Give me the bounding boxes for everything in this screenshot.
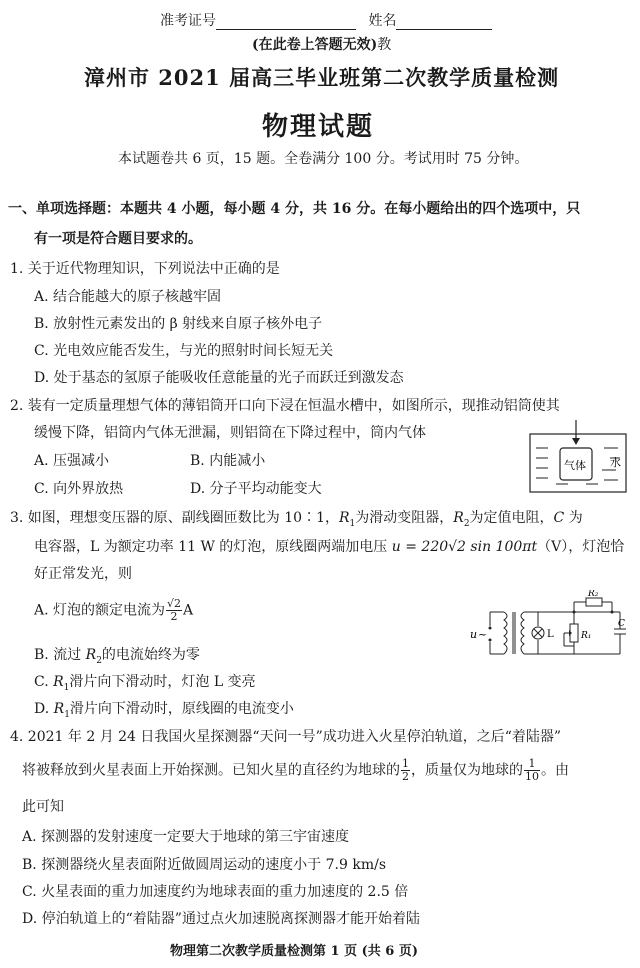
fraction: $\frac{1}{10}$ xyxy=(525,757,539,783)
c-label: C xyxy=(618,619,625,629)
u-label: u xyxy=(470,628,478,641)
q4-option-d: D. 停泊轨道上的“着陆器”通过点火加速脱离探测器才能开始着陆 xyxy=(22,911,420,927)
exam-title: 漳州市 2021 届高三毕业班第二次教学质量检测 xyxy=(84,65,560,90)
r2-label: R₂ xyxy=(588,590,599,599)
q2-stem-cont: 缓慢下降，铝筒内气体无泄漏，则铝筒在下降过程中，筒内气体 xyxy=(34,425,426,441)
arrow-head-icon xyxy=(572,438,580,445)
invalid-note: (在此卷上答题无效)教 xyxy=(252,37,392,53)
candidate-number-line xyxy=(216,15,356,30)
fraction: $\frac{√2}{2}$ xyxy=(167,597,182,623)
secondary-coil xyxy=(521,612,524,654)
q3-stem-cont2: 好正常发光，则 xyxy=(34,566,132,582)
q1-option-b: B. 放射性元素发出的 β 射线来自原子核外电子 xyxy=(34,316,323,332)
gas-label: 气体 xyxy=(564,459,586,472)
resistor-r2 xyxy=(586,598,602,606)
subject-title: 物理试题 xyxy=(262,112,375,142)
q3-option-b: B. 流过 $R_2$的电流始终为零 xyxy=(34,647,200,666)
q4-stem-cont: 将被释放到火星表面上开始探测。已知火星的直径约为地球的 $\frac{1}{2}$ ，质量仅为地球的 $\frac{1}{10}$ 。由 xyxy=(22,757,569,783)
q2-water-tank-figure xyxy=(526,418,630,496)
q1-option-a: A. 结合能越大的原子核越牢固 xyxy=(34,289,222,305)
q3-option-a: A. 灯泡的额定电流为 $\frac{√2}{2}$ A xyxy=(34,597,194,623)
section-heading-cont: 有一项是符合题目要求的。 xyxy=(34,231,202,247)
candidate-number-label: 准考证号 姓名 xyxy=(160,10,492,30)
section-heading: 一、单项选择题：本题共 4 小题，每小题 4 分，共 16 分。在每小题给出的四个选项中，只 xyxy=(8,201,581,217)
q4-stem-cont2: 此可知 xyxy=(22,799,64,815)
water-label: 水 xyxy=(610,456,621,469)
q2-option-b: B. 内能减小 xyxy=(190,453,266,469)
lamp-label: L xyxy=(547,629,554,640)
q4-option-a: A. 探测器的发射速度一定要大于地球的第三宇宙速度 xyxy=(22,829,350,845)
q1-option-d: D. 处于基态的氢原子能吸收任意能量的光子而跃迁到激发态 xyxy=(34,370,404,386)
q3-stem: 3. 如图，理想变压器的原、副线圈匝数比为 10∶1，$R_1$为滑动变阻器，$R_2$为定值电阻，C 为 xyxy=(10,510,583,529)
q2-option-d: D. 分子平均动能变大 xyxy=(190,481,322,497)
q3-circuit-figure xyxy=(468,590,628,670)
q2-stem: 2. 装有一定质量理想气体的薄铝筒开口向下浸在恒温水槽中，如图所示，现推动铝筒使其 xyxy=(10,398,560,414)
q4-option-b: B. 探测器绕火星表面附近做圆周运动的速度小于 7.9 km/s xyxy=(22,857,387,873)
q3-option-d: D. $R_1$滑片向下滑动时，原线圈的电流变小 xyxy=(34,701,294,720)
exam-info: 本试题卷共 6 页，15 题。全卷满分 100 分。考试用时 75 分钟。 xyxy=(118,151,529,167)
q4-stem: 4. 2021 年 2 月 24 日我国火星探测器“天问一号”成功进入火星停泊轨道，之后“着陆器” xyxy=(10,729,562,745)
q1-option-c: C. 光电效应能否发生，与光的照射时间长短无关 xyxy=(34,343,334,359)
q1-stem: 1. 关于近代物理知识，下列说法中正确的是 xyxy=(10,261,280,277)
r1-label: R₁ xyxy=(581,631,592,641)
q2-option-c: C. 向外界放热 xyxy=(34,481,124,497)
q3-stem-cont: 电容器，L 为额定功率 11 W 的灯泡，原线圈两端加电压 u = 220√2 sin 100πt（V），灯泡恰 xyxy=(34,539,625,555)
primary-coil xyxy=(504,612,507,654)
q2-option-a: A. 压强减小 xyxy=(34,453,110,469)
ac-source-icon: ~ xyxy=(478,628,488,641)
name-line xyxy=(396,15,492,30)
q3-option-c: C. $R_1$滑片向下滑动时，灯泡 L 变亮 xyxy=(34,674,256,693)
page-footer: 物理第二次教学质量检测第 1 页 (共 6 页) xyxy=(170,944,419,959)
q4-option-c: C. 火星表面的重力加速度约为地球表面的重力加速度的 2.5 倍 xyxy=(22,884,409,900)
fraction: $\frac{1}{2}$ xyxy=(402,757,409,783)
